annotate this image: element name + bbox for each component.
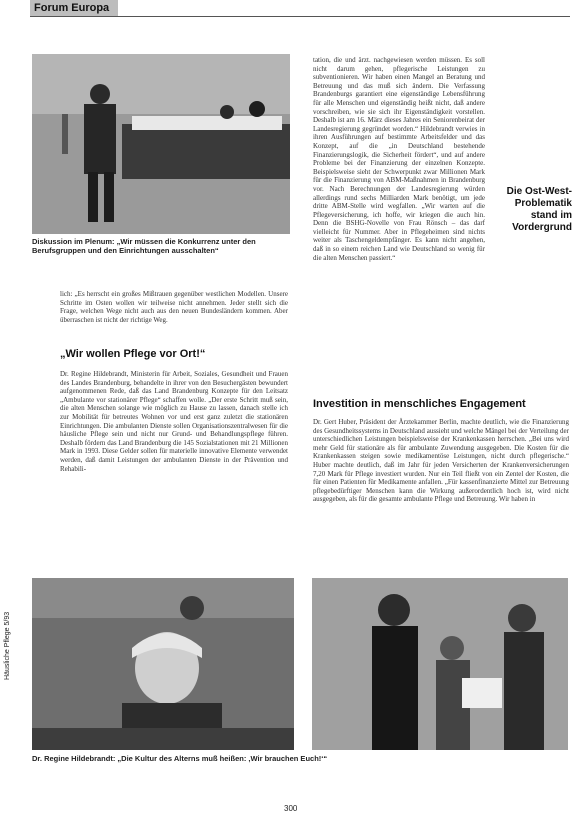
header-rule [30, 16, 570, 17]
plenum-caption: Diskussion im Plenum: „Wir müssen die Konkurrenz unter den Berufsgruppen und den Einrichtungen ausschalten“ [32, 237, 256, 255]
headline-right: Investition in menschliches Engagement [313, 398, 526, 410]
hildebrandt-photo-image [32, 578, 294, 750]
plenum-photo-image [32, 54, 290, 234]
body-left: Dr. Regine Hildebrandt, Ministerin für Arbeit, Soziales, Gesundheit und Frauen des Landes Brandenburg, behandelte in ihrer von den Besuchergästen bewundert aufgenommenen Rede, daß das Land Brandenburg Konzepte für den Leitsatz „Ambulante vor stationärer Pflege“ schaffen wolle. „Der erste Schritt muß sein, die alten Menschen solange wie möglich zu Hause zu lassen, danach stelle ich zur Mobilität für betreutes Wohnen vor und erst ganz zuletzt die stationären Einrichtungen. Die ambulanten Dienste sollen Organisationszentralwesen für die häusliche Pflege sein und nicht nur Grund- und Behandlungspflege führen. Deshalb fördern das Land Brandenburg die 145 Sozialstationen mit 21 Millionen Mark in 1993. Diese Gelder sollen für materielle innovative Elemente verwendet werden, daß damit Leistungen der ambulanten Dienste in der Prävention und Rehabili- [60, 370, 288, 473]
intro-paragraph: lich: „Es herrscht ein großes Mißtrauen gegenüber westlichen Modellen. Unsere Schritte im Osten wollen wir teilweise nicht annehmen. Jeder stellt sich die Frage, welchen Wege nicht auch aus den neuen Bundesländern kommen. Aber überraschen ist nicht der richtige Weg. [60, 290, 288, 324]
group-photo [312, 578, 568, 750]
group-photo-image [312, 578, 568, 750]
hildebrandt-photo [32, 578, 294, 750]
page-number: 300 [284, 804, 298, 813]
section-header: Forum Europa [30, 0, 118, 16]
hildebrandt-caption: Dr. Regine Hildebrandt: „Die Kultur des Alterns muß heißen: ‚Wir brauchen Euch!‘“ [32, 754, 328, 763]
body-right-top: tation, die und ärzt. nachgewiesen werden müssen. Es soll nicht darum gehen, pflegerische Leistungen zu subventionieren. Wir haben einen Mangel an Beratung und Betreuung und das muß sich ändern. Die Verfassung Brandenburgs garantiert eine eigenständige Lebensführung für alle Menschen und eigenständig heißt nicht, daß andere vorschreiben, wie sie sich ihr Eigenständigkeit vorstellen. Deshalb ist am 16. März dieses Jahres ein Seniorenbeirat der Landesregierung gegründet worden.“ Hildebrandt verwies in ihren Ausführungen auf bestimmte Arbeitsfelder und das Konzept, auf die „in Deutschland bestehende Finanzierungslogik, die Sicherheit fördert“, und auf andere Probleme bei der Finanzierung der einzelnen Konzepte. Beispielsweise sieht der Schwerpunkt zwar Millionen Mark für die Finanzierung von ABM-Maßnahmen in Brandenburg vor. Nach Berechnungen der Landesregierung würden allerdings rund sechs Milliarden Mark benötigt, um jede dritte ABM-Stelle wird wegfallen. „Wir warten auf die Pflegeversicherung, ich hoffe, wir kriegen die auch hin. Denn die BSHG-Novelle von Frau Rönsch – das darf vielleicht für Nummer. Aber in Pflegeheimen sind nichts weiter als Taschengeldempfänger. Es kann nicht angehen, daß in so einem reichen Land wie Deutschland so wenig für die alten Menschen passiert.“ [313, 56, 485, 262]
pull-quote: Die Ost-West-Problematik stand im Vordergrund [506, 186, 572, 233]
body-right: Dr. Gert Huber, Präsident der Ärztekammer Berlin, machte deutlich, wie die Finanzierung des Gesundheitssystems in Deutschland aussieht und welche Mängel bei der Verteilung der unterschiedlichen Leistungen beispielsweise der Krankenkassen herrschen. „Bei uns wird mehr Geld für stationäre als für ambulante Zuwendung ausgegeben. Die Kosten für die Krankenkassen steigen sowie medikamentöse Leistungen, nicht durch pflegerische.“ Huber machte deutlich, daß im Jahr für jeden Versicherten der Krankenversicherungen 7,20 Mark für Pflege investiert wurden. Nur ein Teil fließt von ein Zentel der Kosten, die für einen Patienten für Medikamente anfallen. „Für kassenfinanzierte Mittel zur Betreuung pflegebedürftiger Menschen kann die Wirkung außerordentlich hoch ist, wird nicht ausgegeben, als für die gesamte ambulante Pflege und Betreuung. Wir haben in [313, 418, 569, 504]
headline-left: „Wir wollen Pflege vor Ort!“ [60, 348, 206, 360]
plenum-photo [32, 54, 290, 234]
side-credit: Häusliche Pflege 5/93 [4, 611, 11, 680]
